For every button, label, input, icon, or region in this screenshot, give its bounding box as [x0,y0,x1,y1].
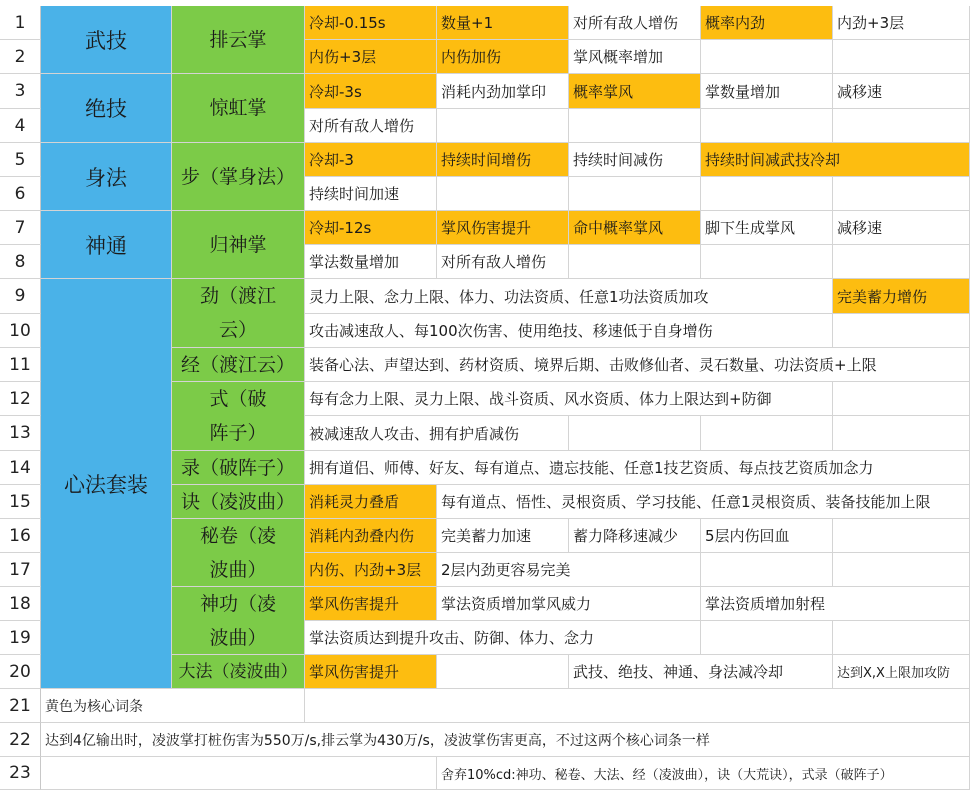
skill-jinghong[interactable]: 惊虹掌 [172,74,305,143]
cell-r6c5[interactable] [833,177,970,211]
cell-r7c5[interactable]: 减移速 [833,211,970,245]
cell-r17b[interactable]: 2层内劲更容易完美 [437,553,701,587]
row-number[interactable]: 11 [0,348,41,382]
row-number[interactable]: 23 [0,757,41,790]
cell-r22[interactable]: 达到4亿输出时，凌波掌打桩伤害为550万/s,排云掌为430万/s，凌波掌伤害更高，不过这两个核心词条一样 [41,723,970,757]
row-number[interactable]: 14 [0,451,41,485]
row-number[interactable]: 12 [0,382,41,416]
cell-r4c1[interactable]: 对所有敌人增伤 [305,109,437,143]
cell-r20b[interactable]: 武技、绝技、神通、身法减冷却 [569,655,833,689]
skill-paiyun[interactable]: 排云掌 [172,6,305,74]
skill-jin[interactable]: 劲（渡江云） [172,279,305,348]
cell-r5c2[interactable]: 持续时间增伤 [437,143,569,177]
skill-shi[interactable]: 式（破阵子） [172,382,305,451]
cell-r19-empty[interactable] [833,621,970,655]
category-shentong[interactable]: 神通 [41,211,172,279]
cell-r15b[interactable]: 每有道点、悟性、灵根资质、学习技能、任意1灵根资质、装备技能加上限 [437,485,970,519]
cell-r2c1[interactable]: 内伤+3层 [305,40,437,74]
cell-r13-empty[interactable] [701,416,833,451]
row-number[interactable]: 17 [0,553,41,587]
cell-r16a[interactable]: 消耗内劲叠内伤 [305,519,437,553]
category-wuji[interactable]: 武技 [41,6,172,74]
cell-r13-empty[interactable] [833,416,970,451]
cell-r8c5[interactable] [833,245,970,279]
cell-r5c4[interactable]: 持续时间减武技冷却 [701,143,970,177]
skill-mijuan[interactable]: 秘卷（凌波曲） [172,519,305,587]
row-number[interactable]: 3 [0,74,41,109]
cell-r8c4[interactable] [701,245,833,279]
cell-r8c1[interactable]: 掌法数量增加 [305,245,437,279]
cell-r17a[interactable]: 内伤、内劲+3层 [305,553,437,587]
cell-r1c3[interactable]: 对所有敌人增伤 [569,6,701,40]
cell-r4c3[interactable] [569,109,701,143]
cell-r12[interactable]: 每有念力上限、灵力上限、战斗资质、风水资质、体力上限达到+防御 [305,382,833,416]
row-number[interactable]: 2 [0,40,41,74]
cell-r3c3[interactable]: 概率掌风 [569,74,701,109]
cell-r1c4[interactable]: 概率内劲 [701,6,833,40]
skill-jue[interactable]: 诀（凌波曲） [172,485,305,519]
cell-r19-empty[interactable] [701,621,833,655]
cell-r16-empty[interactable] [833,519,970,553]
cell-r1c5[interactable]: 内劲+3层 [833,6,970,40]
skill-shengong[interactable]: 神功（凌波曲） [172,587,305,655]
cell-r12-empty[interactable] [833,382,970,416]
cell-r23-empty[interactable] [41,757,437,790]
row-number[interactable]: 8 [0,245,41,279]
cell-r8c3[interactable] [569,245,701,279]
skill-guishen[interactable]: 归神掌 [172,211,305,279]
category-xinfa[interactable]: 心法套装 [41,279,172,689]
cell-r5c3[interactable]: 持续时间减伤 [569,143,701,177]
cell-r6c2[interactable] [437,177,569,211]
row-number[interactable]: 7 [0,211,41,245]
row-number[interactable]: 1 [0,6,41,40]
row-number[interactable]: 21 [0,689,41,723]
cell-r13[interactable]: 被减速敌人攻击、拥有护盾减伤 [305,416,569,451]
skill-dafa[interactable]: 大法（凌波曲） [172,655,305,689]
cell-r5c1[interactable]: 冷却-3 [305,143,437,177]
cell-r2c3[interactable]: 掌风概率增加 [569,40,701,74]
cell-r19[interactable]: 掌法资质达到提升攻击、防御、体力、念力 [305,621,701,655]
cell-r3c5[interactable]: 减移速 [833,74,970,109]
cell-r6c3[interactable] [569,177,701,211]
cell-r1c2[interactable]: 数量+1 [437,6,569,40]
cell-r6c1[interactable]: 持续时间加速 [305,177,437,211]
cell-r10[interactable]: 攻击减速敌人、每100次伤害、使用绝技、移速低于自身增伤 [305,314,833,348]
cell-r21[interactable]: 黄色为核心词条 [41,689,305,723]
row-number[interactable]: 16 [0,519,41,553]
category-shenfa[interactable]: 身法 [41,143,172,211]
row-number[interactable]: 4 [0,109,41,143]
cell-r4c2[interactable] [437,109,569,143]
cell-r20-empty[interactable] [437,655,569,689]
cell-r9b[interactable]: 完美蓄力增伤 [833,279,970,314]
cell-r9a[interactable]: 灵力上限、念力上限、体力、功法资质、任意1功法资质加攻 [305,279,833,314]
cell-r23[interactable]: 舍弃10%cd:神功、秘卷、大法、经（凌波曲），诀（大荒诀），式录（破阵子） [437,757,970,790]
skill-lu[interactable]: 录（破阵子） [172,451,305,485]
cell-r15a[interactable]: 消耗灵力叠盾 [305,485,437,519]
cell-r17-empty[interactable] [701,553,833,587]
row-number[interactable]: 18 [0,587,41,621]
cell-r3c2[interactable]: 消耗内劲加掌印 [437,74,569,109]
cell-r16d[interactable]: 5层内伤回血 [701,519,833,553]
cell-r16c[interactable]: 蓄力降移速减少 [569,519,701,553]
row-number[interactable]: 9 [0,279,41,314]
cell-r7c3[interactable]: 命中概率掌风 [569,211,701,245]
row-number[interactable]: 6 [0,177,41,211]
cell-r13-empty[interactable] [569,416,701,451]
skill-jing[interactable]: 经（渡江云） [172,348,305,382]
cell-r20a[interactable]: 掌风伤害提升 [305,655,437,689]
cell-r3c4[interactable]: 掌数量增加 [701,74,833,109]
cell-r6c4[interactable] [701,177,833,211]
row-number[interactable]: 5 [0,143,41,177]
cell-r4c5[interactable] [833,109,970,143]
row-number[interactable]: 10 [0,314,41,348]
cell-r7c4[interactable]: 脚下生成掌风 [701,211,833,245]
cell-r7c2[interactable]: 掌风伤害提升 [437,211,569,245]
cell-r11[interactable]: 装备心法、声望达到、药材资质、境界后期、击败修仙者、灵石数量、功法资质+上限 [305,348,970,382]
cell-r18a[interactable]: 掌风伤害提升 [305,587,437,621]
cell-r2c4[interactable] [701,40,833,74]
cell-r10-empty[interactable] [833,314,970,348]
row-number[interactable]: 13 [0,416,41,451]
cell-r18b[interactable]: 掌法资质增加掌风威力 [437,587,701,621]
cell-r16b[interactable]: 完美蓄力加速 [437,519,569,553]
cell-r7c1[interactable]: 冷却-12s [305,211,437,245]
row-number[interactable]: 15 [0,485,41,519]
row-number[interactable]: 19 [0,621,41,655]
cell-r2c5[interactable] [833,40,970,74]
cell-r1c1[interactable]: 冷却-0.15s [305,6,437,40]
cell-r21-empty[interactable] [305,689,970,723]
row-number[interactable]: 20 [0,655,41,689]
cell-r2c2[interactable]: 内伤加伤 [437,40,569,74]
skill-bu[interactable]: 步（掌身法） [172,143,305,211]
cell-r4c4[interactable] [701,109,833,143]
cell-r3c1[interactable]: 冷却-3s [305,74,437,109]
cell-r18c[interactable]: 掌法资质增加射程 [701,587,970,621]
cell-r17-empty[interactable] [833,553,970,587]
cell-r8c2[interactable]: 对所有敌人增伤 [437,245,569,279]
category-jueji[interactable]: 绝技 [41,74,172,143]
cell-r20c[interactable]: 达到X,X上限加攻防 [833,655,970,689]
cell-r14[interactable]: 拥有道侣、师傅、好友、每有道点、遗忘技能、任意1技艺资质、每点技艺资质加念力 [305,451,970,485]
row-number[interactable]: 22 [0,723,41,757]
